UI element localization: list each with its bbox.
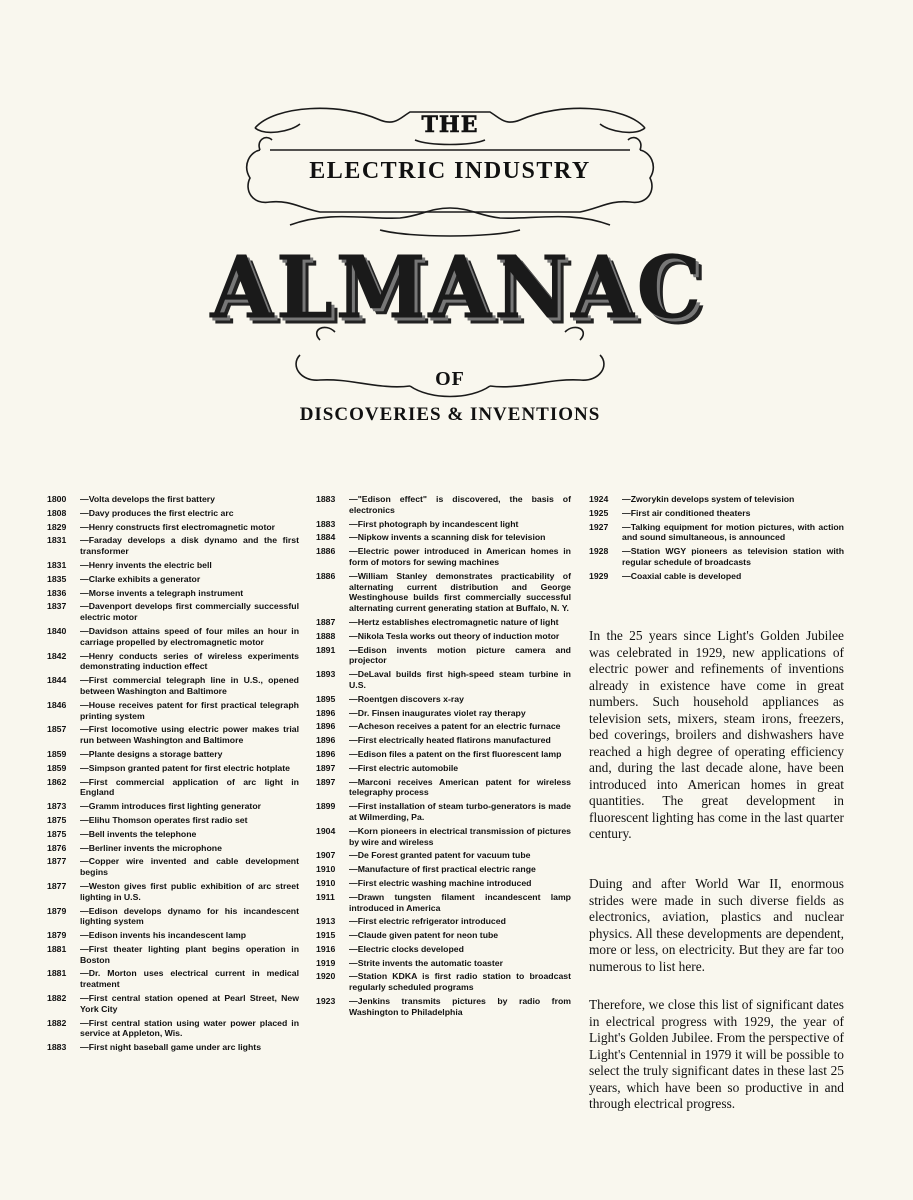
closing-paragraph: Duing and after World War II, enormous strides were made in such diverse fields as electronics, aviation, plastics and nuclear physics. All these developments are dependent, more or less, on electricity. But they are far too numerous to list here. xyxy=(589,876,844,974)
entry-year: 1923 xyxy=(316,996,336,1007)
entry-text: —Korn pioneers in electrical transmission of pictures by wire and wireless xyxy=(349,825,571,847)
entry-text: —"Edison effect" is discovered, the basis of electronics xyxy=(349,494,571,515)
timeline-entry xyxy=(316,645,571,667)
entry-year: 1928 xyxy=(589,546,609,557)
entry-text: —Hertz establishes electromagnetic nature of light xyxy=(349,616,559,627)
timeline-entry xyxy=(47,535,299,557)
timeline-entry xyxy=(47,1018,299,1040)
entry-year: 1924 xyxy=(589,494,609,504)
entry-text: —William Stanley demonstrates practicability of alternating current distribution and George Westinghouse builds first commercially successful alternating current generating station at Buffalo, N. Y. xyxy=(349,570,571,614)
timeline-entry xyxy=(47,801,299,812)
timeline-entry xyxy=(47,574,299,585)
timeline-entry xyxy=(316,631,571,642)
timeline-entry xyxy=(316,571,571,614)
entry-year: 1910 xyxy=(316,864,336,875)
entry-text: —Zworykin develops system of television xyxy=(622,494,795,504)
entry-year: 1882 xyxy=(47,993,67,1004)
timeline-entry xyxy=(589,494,844,505)
entry-year: 1836 xyxy=(47,587,67,598)
entry-text: —Jenkins transmits pictures by radio from Washington to Philadelphia xyxy=(349,996,571,1017)
entry-year: 1886 xyxy=(316,546,336,557)
entry-text: —Davidson attains speed of four miles an hour in carriage propelled by electromagnetic motor xyxy=(80,625,299,647)
entry-text: —First commercial application of arc light in England xyxy=(80,776,299,798)
timeline-column-1 xyxy=(47,494,299,1056)
entry-year: 1911 xyxy=(316,891,335,902)
entry-text: —Marconi receives American patent for wireless telegraphy process xyxy=(349,776,571,798)
entry-text: —Gramm introduces first lighting generator xyxy=(80,801,262,812)
entry-text: —Copper wire invented and cable development begins xyxy=(80,856,299,878)
entry-text: —Weston gives first public exhibition of arc street lighting in U.S. xyxy=(80,880,299,902)
timeline-entry xyxy=(47,856,299,878)
timeline-entry xyxy=(47,675,299,697)
entry-text: —Nikola Tesla works out theory of induction motor xyxy=(349,630,560,641)
entry-year: 1920 xyxy=(316,971,336,982)
timeline-column-2 xyxy=(316,494,571,1021)
timeline-entry xyxy=(47,651,299,673)
timeline-entry xyxy=(316,721,571,732)
timeline-entry xyxy=(316,930,571,941)
timeline-entry xyxy=(316,916,571,927)
entry-year: 1896 xyxy=(316,735,336,746)
entry-text: —Manufacture of first practical electric range xyxy=(349,864,536,875)
entry-text: —Berliner invents the microphone xyxy=(80,842,222,853)
timeline-entry xyxy=(47,749,299,760)
entry-year: 1896 xyxy=(316,707,336,718)
timeline-entry xyxy=(316,944,571,955)
entry-text: —Elihu Thomson operates first radio set xyxy=(80,814,248,825)
timeline-entry xyxy=(316,494,571,516)
entry-year: 1859 xyxy=(47,762,67,773)
timeline-entry xyxy=(316,826,571,848)
timeline-entry xyxy=(316,532,571,543)
entry-year: 1929 xyxy=(589,570,609,581)
entry-year: 1876 xyxy=(47,842,67,853)
entry-text: —House receives patent for first practical telegraph printing system xyxy=(80,699,299,721)
entry-text: —First electric automobile xyxy=(349,762,459,773)
entry-text: —Henry invents the electric bell xyxy=(80,559,212,570)
entry-text: —Faraday develops a disk dynamo and the first transformer xyxy=(80,535,299,557)
title-the: THE xyxy=(421,112,479,138)
entry-year: 1896 xyxy=(316,721,336,732)
timeline-entry xyxy=(47,843,299,854)
entry-year: 1896 xyxy=(316,748,336,759)
entry-text: —First locomotive using electric power makes trial run between Washington and Baltimore xyxy=(80,724,299,746)
title-block xyxy=(210,90,704,440)
entry-year: 1919 xyxy=(316,957,336,968)
title-discoveries: DISCOVERIES & INVENTIONS xyxy=(299,404,601,425)
entry-year: 1829 xyxy=(47,521,67,532)
timeline-entry xyxy=(47,829,299,840)
timeline-entry xyxy=(47,815,299,826)
entry-text: —Simpson granted patent for first electric hotplate xyxy=(80,762,290,773)
entry-text: —First central station using water power placed in service at Appleton, Wis. xyxy=(80,1017,299,1039)
entry-year: 1897 xyxy=(316,762,336,773)
entry-year: 1877 xyxy=(47,880,67,891)
entry-year: 1882 xyxy=(47,1017,67,1028)
timeline-entry xyxy=(47,763,299,774)
entry-text: —Volta develops the first battery xyxy=(80,494,216,504)
timeline-entry xyxy=(47,724,299,746)
timeline-entry xyxy=(316,708,571,719)
title-of: OF xyxy=(435,368,465,390)
entry-year: 1925 xyxy=(589,507,609,518)
title-almanac: ALMANAC xyxy=(210,237,704,339)
entry-year: 1846 xyxy=(47,699,67,710)
entry-text: —De Forest granted patent for vacuum tube xyxy=(349,850,531,861)
entry-text: —Edison develops dynamo for his incandescent lighting system xyxy=(80,905,299,927)
entry-year: 1915 xyxy=(316,930,336,941)
entry-year: 1831 xyxy=(47,535,67,546)
timeline-entry xyxy=(589,571,844,582)
entry-text: —Drawn tungsten filament incandescent lamp introduced in America xyxy=(349,891,571,913)
timeline-entry xyxy=(316,749,571,760)
entry-year: 1913 xyxy=(316,916,336,927)
title-electric-industry: ELECTRIC INDUSTRY xyxy=(309,158,591,184)
entry-text: —Edison files a patent on the first fluorescent lamp xyxy=(349,748,562,759)
entry-year: 1897 xyxy=(316,776,336,787)
entry-year: 1873 xyxy=(47,801,67,812)
timeline-entry xyxy=(316,735,571,746)
entry-year: 1808 xyxy=(47,507,67,518)
entry-year: 1844 xyxy=(47,675,67,686)
entry-year: 1800 xyxy=(47,494,67,504)
entry-year: 1891 xyxy=(316,644,336,655)
entry-text: —Electric clocks developed xyxy=(349,943,464,954)
entry-year: 1835 xyxy=(47,573,67,584)
entry-year: 1887 xyxy=(316,616,336,627)
entry-text: —Roentgen discovers x-ray xyxy=(349,693,464,704)
entry-text: —First air conditioned theaters xyxy=(622,507,751,518)
entry-text: —Bell invents the telephone xyxy=(80,828,197,839)
timeline-column-3 xyxy=(589,494,844,585)
timeline-entry xyxy=(316,878,571,889)
timeline-entry xyxy=(47,944,299,966)
entry-year: 1927 xyxy=(589,521,609,532)
timeline-entry xyxy=(316,763,571,774)
entry-text: —Acheson receives a patent for an electric furnace xyxy=(349,721,561,732)
entry-text: —First central station opened at Pearl Street, New York City xyxy=(80,993,299,1014)
timeline-entry xyxy=(316,617,571,628)
entry-text: —Claude given patent for neon tube xyxy=(349,930,499,941)
timeline-entry xyxy=(47,881,299,903)
timeline-entry xyxy=(47,993,299,1015)
entry-year: 1877 xyxy=(47,856,67,867)
closing-paragraph: Therefore, we close this list of significant dates in electrical progress with 1929, the year of Light's Golden Jubilee. From the perspective of Light's Centennial in 1979 it will be possible to select the truly significant dates in these last 25 years, which have been so productive in and through electrical progress. xyxy=(589,997,844,1111)
entry-text: —First theater lighting plant begins operation in Boston xyxy=(80,943,299,965)
timeline-entry xyxy=(47,601,299,623)
entry-year: 1842 xyxy=(47,650,67,661)
entry-year: 1916 xyxy=(316,943,336,954)
entry-year: 1881 xyxy=(47,968,67,979)
timeline-entry xyxy=(316,958,571,969)
entry-year: 1893 xyxy=(316,669,336,680)
entry-year: 1879 xyxy=(47,930,67,941)
timeline-entry xyxy=(316,971,571,993)
entry-year: 1907 xyxy=(316,850,336,861)
entry-year: 1883 xyxy=(316,518,336,529)
timeline-entry xyxy=(316,850,571,861)
entry-text: —DeLaval builds first high-speed steam turbine in U.S. xyxy=(349,669,571,690)
timeline-entry xyxy=(316,864,571,875)
timeline-entry xyxy=(47,700,299,722)
timeline-entry xyxy=(316,892,571,914)
entry-text: —First photograph by incandescent light xyxy=(349,518,519,529)
entry-text: —Dr. Morton uses electrical current in medical treatment xyxy=(80,968,299,990)
entry-text: —Davy produces the first electric arc xyxy=(80,507,234,518)
timeline-entry xyxy=(47,777,299,799)
entry-text: —First commercial telegraph line in U.S., opened between Washington and Baltimore xyxy=(80,675,299,696)
entry-year: 1862 xyxy=(47,776,67,787)
entry-text: —Henry constructs first electromagnetic motor xyxy=(80,521,276,532)
timeline-entry xyxy=(47,968,299,990)
entry-text: —Talking equipment for motion pictures, with action and sound simultaneous, is announced xyxy=(622,521,844,543)
timeline-entry xyxy=(316,996,571,1018)
entry-text: —Edison invents motion picture camera and projector xyxy=(349,644,571,666)
entry-year: 1884 xyxy=(316,532,336,543)
timeline-entry xyxy=(316,801,571,823)
entry-text: —First installation of steam turbo-generators is made at Wilmerding, Pa. xyxy=(349,801,571,822)
timeline-entry xyxy=(47,1042,299,1053)
entry-text: —Coaxial cable is developed xyxy=(622,570,742,581)
entry-year: 1840 xyxy=(47,625,67,636)
timeline-entry xyxy=(47,906,299,928)
timeline-entry xyxy=(316,777,571,799)
entry-text: —Morse invents a telegraph instrument xyxy=(80,587,244,598)
entry-year: 1875 xyxy=(47,814,67,825)
timeline-entry xyxy=(316,694,571,705)
timeline-entry xyxy=(47,626,299,648)
entry-text: —Dr. Finsen inaugurates violet ray therapy xyxy=(349,707,526,718)
entry-text: —Strite invents the automatic toaster xyxy=(349,957,503,968)
timeline-entry xyxy=(47,588,299,599)
timeline-entry xyxy=(316,519,571,530)
entry-year: 1895 xyxy=(316,693,336,704)
entry-year: 1837 xyxy=(47,601,67,612)
entry-year: 1881 xyxy=(47,943,67,954)
entry-year: 1899 xyxy=(316,801,336,812)
entry-year: 1883 xyxy=(47,1042,67,1053)
closing-paragraph: In the 25 years since Light's Golden Jubilee was celebrated in 1929, new applications of electric power and refinements of inventions already in existence have come in great numbers. Such household appliances as television sets, mixers, steam irons, freezers, bed coverings, broilers and dishwashers have reached a high degree of operating efficiency and, during the last decade alone, have been introduced into American homes in great quantities. The great development in fluorescent lighting has come in the last quarter century. xyxy=(589,628,844,841)
entry-year: 1888 xyxy=(316,630,336,641)
entry-text: —First electric washing machine introduced xyxy=(349,877,532,888)
entry-text: —Henry conducts series of wireless experiments demonstrating induction effect xyxy=(80,650,299,672)
entry-year: 1857 xyxy=(47,724,67,735)
timeline-entry xyxy=(589,522,844,544)
entry-text: —Clarke exhibits a generator xyxy=(80,573,201,584)
entry-year: 1831 xyxy=(47,559,67,570)
entry-year: 1886 xyxy=(316,570,336,581)
entry-text: —Davenport develops first commercially successful electric motor xyxy=(80,601,299,623)
entry-year: 1879 xyxy=(47,905,67,916)
entry-text: —First electrically heated flatirons manufactured xyxy=(349,735,551,746)
entry-year: 1910 xyxy=(316,877,336,888)
timeline-entry xyxy=(316,546,571,568)
entry-text: —Electric power introduced in American homes in form of motors for sewing machines xyxy=(349,546,571,567)
entry-text: —Plante designs a storage battery xyxy=(80,748,223,759)
entry-text: —Edison invents his incandescent lamp xyxy=(80,930,247,941)
entry-year: 1875 xyxy=(47,828,67,839)
entry-year: 1883 xyxy=(316,494,336,504)
timeline-entry xyxy=(47,560,299,571)
timeline-entry xyxy=(47,494,299,505)
entry-text: —First night baseball game under arc lights xyxy=(80,1042,262,1053)
timeline-entry xyxy=(589,508,844,519)
timeline-entry xyxy=(589,546,844,568)
entry-year: 1859 xyxy=(47,748,67,759)
entry-text: —First electric refrigerator introduced xyxy=(349,916,506,927)
entry-text: —Nipkow invents a scanning disk for television xyxy=(349,532,546,543)
timeline-entry xyxy=(47,522,299,533)
timeline-entry xyxy=(316,669,571,691)
timeline-entry xyxy=(47,930,299,941)
entry-text: —Station KDKA is first radio station to broadcast regularly scheduled programs xyxy=(349,971,571,993)
entry-text: —Station WGY pioneers as television station with regular schedule of broadcasts xyxy=(622,546,844,567)
entry-year: 1904 xyxy=(316,825,336,836)
timeline-entry xyxy=(47,508,299,519)
